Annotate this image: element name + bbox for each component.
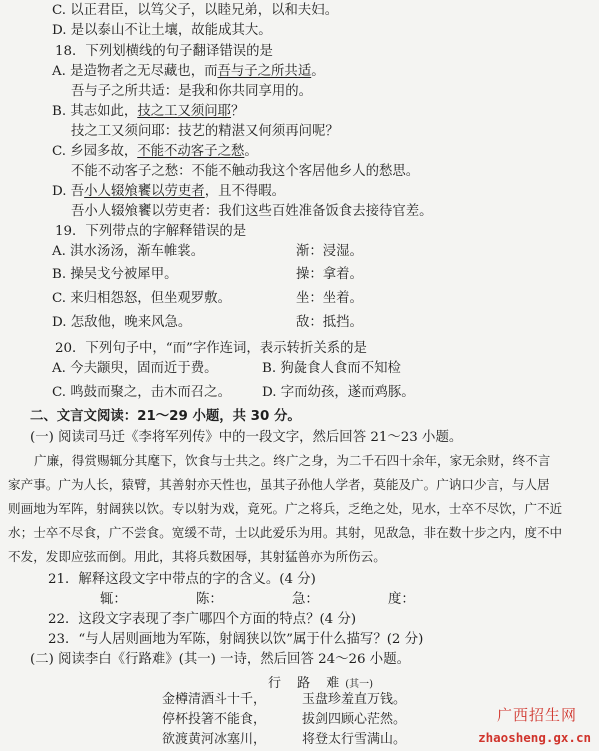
gloss-text: 敌：抵挡。 (296, 315, 363, 330)
q19-option-b (52, 266, 177, 284)
question-18 (55, 43, 273, 61)
option-text: C. 以正君臣，以笃父子，以睦兄弟，以和夫妇。 (52, 3, 339, 18)
translation-text: 吾与子之所共适：是我和你共同享用的。 (71, 84, 313, 99)
passage-line (8, 476, 550, 494)
poem-line: 金樽清酒斗十千， (162, 692, 267, 707)
blank-label: 辄： (100, 592, 127, 607)
q19-option-a (52, 243, 204, 261)
option-text: B. 其志如此， (52, 104, 138, 119)
translation-text: 吾小人辍飧饔以劳吏者：我们这些百姓准备饭食去接待官差。 (71, 204, 433, 219)
passage-line (8, 500, 562, 518)
underlined-sentence: 吾与子之所共适 (217, 64, 312, 79)
blank-label: 度： (388, 592, 415, 607)
question-text: 22．这段文字表现了李广哪四个方面的特点？(4 分) (48, 612, 357, 627)
option-text: 。 (311, 64, 325, 79)
reading-instruction (30, 429, 462, 447)
poem-title-note: (其一) (345, 679, 374, 690)
instruction-text: (一) 阅读司马迁《李将军列传》中的一段文字，然后回答 21～23 小题。 (30, 430, 463, 445)
poem-title (268, 672, 373, 691)
question-text: 23．“与人居则画地为军陈，射阔狭以饮”属于什么描写？(2 分) (48, 632, 424, 647)
passage-text: 广廉，得赏赐辄分其麾下，饮食与士共之。终广之身，为二千石四十余年，家无余财，终不言 (34, 453, 551, 468)
question-text: 18．下列划横线的句子翻译错误的是 (55, 44, 273, 59)
option-text: B. 操吴戈兮被犀甲。 (52, 267, 178, 282)
q18-option-d (52, 183, 285, 201)
gloss-text: 操：拿着。 (296, 267, 363, 282)
q20-option-a (52, 360, 217, 378)
question-19 (55, 223, 246, 241)
instruction-text: (二) 阅读李白《行路难》(其一) 一诗，然后回答 24～26 小题。 (30, 652, 410, 667)
q21-blanks (100, 591, 415, 609)
passage-line (8, 548, 386, 566)
underlined-sentence: 小人辍飧饔以劳吏者 (84, 184, 205, 199)
poem-line: 玉盘珍羞直万钱。 (302, 692, 407, 707)
gloss-text: 坐：坐着。 (296, 291, 363, 306)
q18-option-b (52, 103, 244, 121)
option-text: B. 狗彘食人食而不知检 (262, 361, 401, 376)
poem-title-text: 行 路 难 (268, 676, 346, 691)
option-text: C. 鸣鼓而聚之，击木而召之。 (52, 385, 231, 400)
option-d-line (52, 22, 272, 40)
question-text: 19．下列带点的字解释错误的是 (55, 224, 247, 239)
q20-option-d (262, 384, 415, 402)
q19-gloss-a (296, 243, 363, 261)
poem-line: 拔剑四顾心茫然。 (302, 712, 407, 727)
poem-line: 将登太行雪满山。 (302, 732, 407, 747)
option-text: ，且不得暇。 (204, 184, 286, 199)
option-text: A. 淇水汤汤，渐车帷裳。 (52, 244, 205, 259)
q18-option-c (52, 143, 258, 161)
q18-translation-a (71, 83, 312, 101)
watermark-site-name (497, 704, 577, 725)
option-text: D. 怎敌他，晚来风急。 (52, 315, 192, 330)
option-text: 。 (244, 144, 258, 159)
watermark-url-text: zhaosheng.gx.cn (478, 730, 591, 745)
passage-text: 家产事。广为人长，猿臂，其善射亦天性也，虽其子孙他人学者，莫能及广。广讷口少言，与人居 (8, 477, 550, 492)
q19-gloss-d (296, 314, 363, 332)
question-21 (48, 571, 316, 589)
option-text: C. 来归相怨怒，但坐观罗敷。 (52, 291, 231, 306)
passage-text: 则画地为军阵，射阔狭以饮。专以射为戏，竟死。广之将兵，乏绝之处，见水，士卒不尽饮，广不近 (8, 501, 563, 516)
watermark-text: 广西招生网 (496, 706, 577, 724)
q19-gloss-b (296, 266, 363, 284)
option-c-line (52, 2, 338, 20)
passage-line (8, 524, 562, 542)
option-text: C. 乡园多故， (52, 144, 138, 159)
q19-option-c (52, 290, 231, 308)
option-text: D. 是以泰山不让土壤，故能成其大。 (52, 23, 272, 38)
watermark-url[interactable] (478, 730, 591, 745)
q18-translation-b (71, 123, 339, 141)
q20-option-b (262, 360, 401, 378)
q19-gloss-c (296, 290, 363, 308)
poem-line: 欲渡黄河冰塞川， (162, 732, 267, 747)
question-text: 21．解释这段文字中带点的字的含义。(4 分) (48, 572, 316, 587)
option-text: ？ (231, 104, 245, 119)
section-title: 二、文言文阅读：21～29 小题，共 30 分。 (30, 409, 301, 424)
q18-option-a (52, 63, 325, 81)
option-text: D. 字而幼孩，遂而鸡豚。 (262, 385, 415, 400)
translation-text: 技之工又须问耶：技艺的精湛又何须再问呢？ (71, 124, 339, 139)
translation-text: 不能不动客子之愁：不能不触动我这个客居他乡人的愁思。 (71, 164, 420, 179)
underlined-sentence: 不能不动客子之愁 (137, 144, 245, 159)
gloss-text: 渐：浸湿。 (296, 244, 363, 259)
poem-line: 停杯投箸不能食， (162, 712, 267, 727)
underlined-sentence: 技之工又须问耶 (137, 104, 232, 119)
passage-line (34, 452, 550, 470)
q20-option-c (52, 384, 231, 402)
passage-text: 水；士卒不尽食，广不尝食。宽缓不苛，士以此爱乐为用。其射，见敌急，非在数十步之内，度不中 (8, 525, 563, 540)
passage-text: 不发，发即应弦而倒。用此，其将兵数困辱，其射猛兽亦为所伤云。 (8, 549, 386, 564)
section-heading (30, 408, 301, 426)
reading-instruction-2 (30, 651, 410, 669)
poem-left-column (162, 690, 266, 750)
q18-translation-c (71, 163, 419, 181)
question-22 (48, 611, 356, 629)
blank-label: 急： (292, 592, 319, 607)
question-23 (48, 631, 423, 649)
question-20 (55, 340, 367, 358)
option-text: A. 今夫颛臾，固而近于费。 (52, 361, 218, 376)
q19-option-d (52, 314, 191, 332)
blank-label: 陈： (196, 592, 223, 607)
question-text: 20．下列句子中，“而”字作连词，表示转折关系的是 (55, 341, 367, 356)
option-text: D. 吾 (52, 184, 85, 199)
option-text: A. 是造物者之无尽藏也，而 (52, 64, 218, 79)
poem-right-column (302, 690, 406, 750)
q18-translation-d (71, 203, 433, 221)
